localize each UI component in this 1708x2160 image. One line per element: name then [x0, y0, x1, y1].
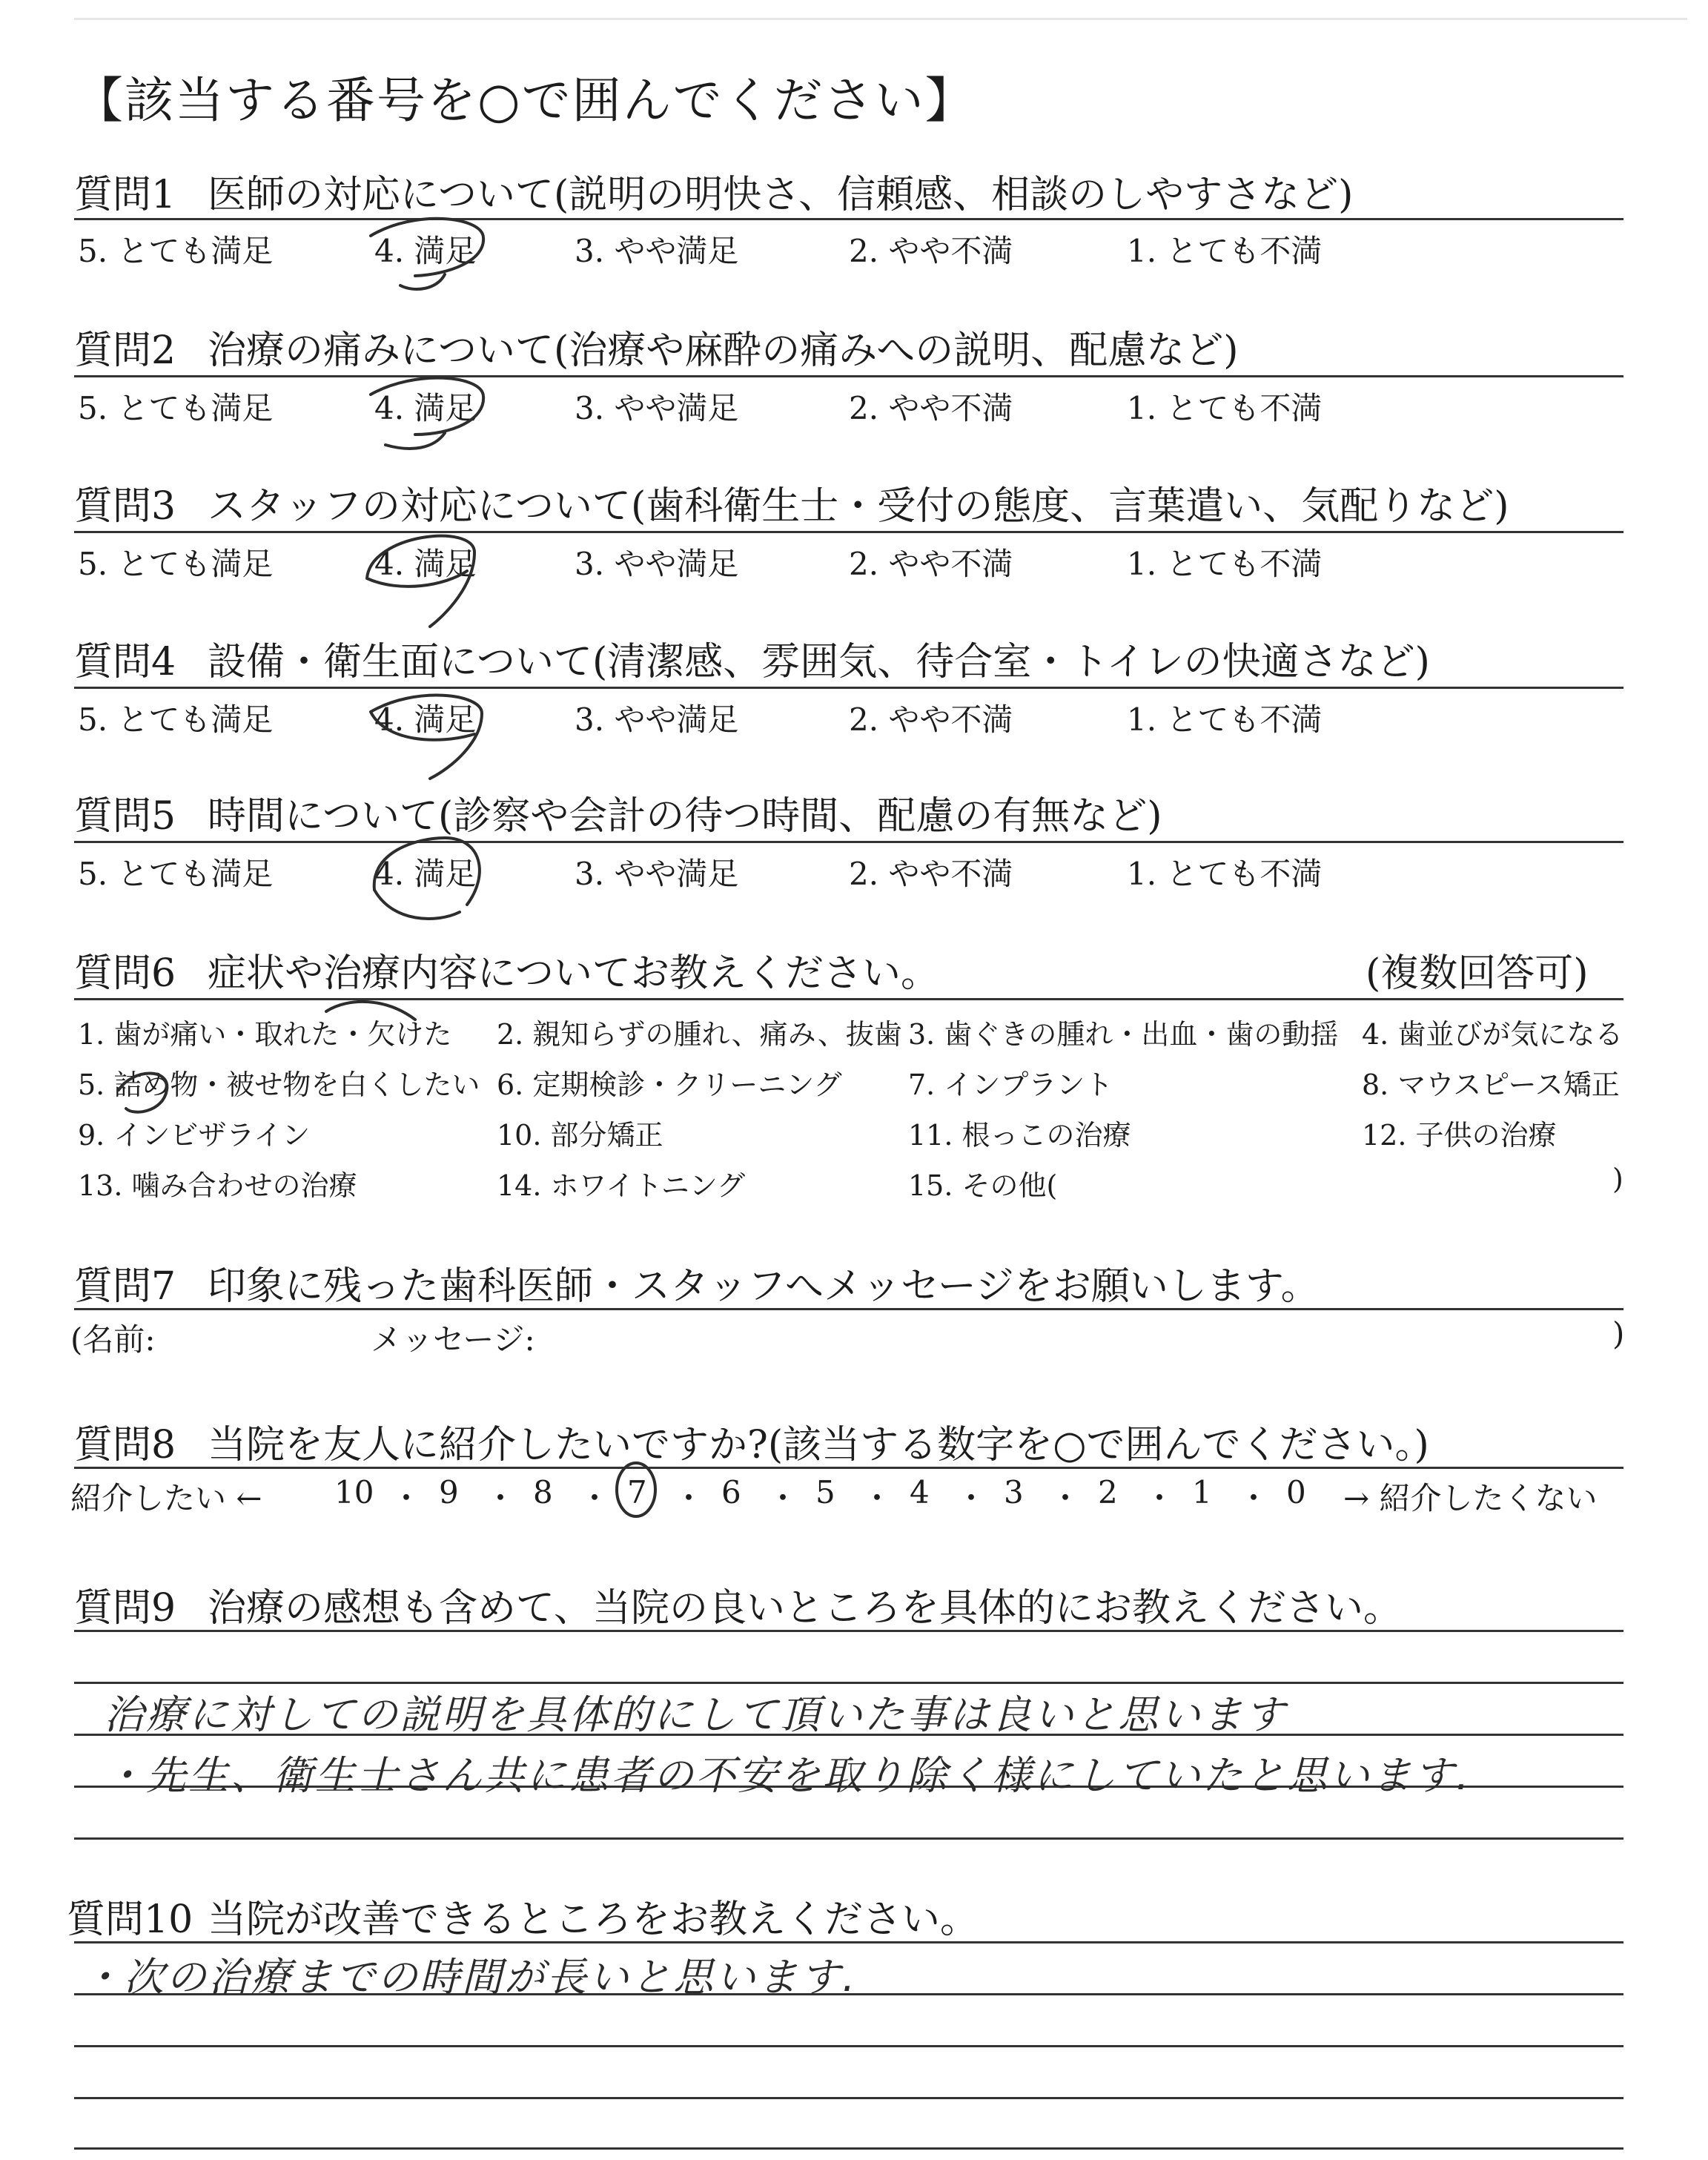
question-text: 症状や治療内容についてお教えください。 — [208, 951, 939, 996]
recommend-score-6[interactable]: 6 — [721, 1474, 741, 1510]
q3-option-1[interactable]: 1. とても不満 — [1127, 546, 1323, 582]
scale-separator-dot: ・ — [673, 1480, 705, 1516]
question-number: 質問10 — [67, 1898, 193, 1942]
multiple-answer-note: (複数回答可) — [1366, 951, 1589, 996]
q1-option-5[interactable]: 5. とても満足 — [78, 233, 274, 269]
q10-handwritten-answer-line-1: ・次の治療までの時間が長いと思います. — [82, 1954, 858, 2001]
answer-line — [74, 2097, 1623, 2099]
q9-handwritten-answer-line-2: ・先生、衛生士さん共に患者の不安を取り除く様にしていたと思います. — [104, 1752, 1472, 1799]
question-number: 質問1 — [74, 173, 176, 217]
q2-option-2[interactable]: 2. やや不満 — [849, 390, 1013, 426]
q5-option-4[interactable]: 4. 満足 — [374, 856, 477, 892]
question-rule — [74, 1467, 1623, 1469]
question-text: 時間について(診察や会計の待つ時間、配慮の有無など) — [208, 794, 1162, 839]
question-1 — [74, 163, 1353, 219]
question-rule — [74, 998, 1623, 1000]
scale-separator-dot: ・ — [1144, 1480, 1176, 1516]
answer-line — [74, 1630, 1623, 1632]
q6-option-2[interactable]: 2. 親知らずの腫れ、痛み、抜歯 — [497, 1018, 902, 1051]
question-8 — [74, 1413, 1429, 1469]
recommend-score-4[interactable]: 4 — [910, 1474, 930, 1510]
q6-option-7[interactable]: 7. インプラント — [908, 1069, 1113, 1101]
q1-option-1[interactable]: 1. とても不満 — [1127, 233, 1323, 269]
q6-option-4[interactable]: 4. 歯並びが気になる — [1362, 1018, 1623, 1051]
recommend-score-8[interactable]: 8 — [533, 1474, 553, 1510]
q4-option-3[interactable]: 3. やや満足 — [575, 701, 739, 738]
q2-option-1[interactable]: 1. とても不満 — [1127, 390, 1323, 426]
answer-line — [74, 2147, 1623, 2150]
question-rule — [74, 687, 1623, 689]
question-text: 当院が改善できるところをお教えください。 — [208, 1898, 979, 1942]
question-text: 印象に残った歯科医師・スタッフへメッセージをお願いします。 — [208, 1264, 1320, 1309]
question-number: 質問8 — [74, 1423, 176, 1467]
answer-line — [74, 1837, 1623, 1840]
question-7 — [74, 1255, 1320, 1310]
q4-option-2[interactable]: 2. やや不満 — [849, 701, 1013, 738]
answer-line — [74, 2045, 1623, 2047]
question-text: 治療の痛みについて(治療や麻酔の痛みへの説明、配慮など) — [208, 328, 1239, 373]
question-6 — [74, 942, 939, 997]
q4-option-4[interactable]: 4. 満足 — [374, 701, 477, 738]
top-edge — [74, 18, 1687, 20]
scale-separator-dot: ・ — [1050, 1480, 1082, 1516]
q4-option-5[interactable]: 5. とても満足 — [78, 701, 274, 738]
question-text: 医師の対応について(説明の明快さ、信頼感、相談のしやすさなど) — [208, 173, 1354, 217]
message-field-label: メッセージ: — [371, 1321, 535, 1358]
recommend-score-1[interactable]: 1 — [1192, 1474, 1212, 1510]
question-rule — [74, 218, 1623, 220]
scale-separator-dot: ・ — [956, 1480, 987, 1516]
recommend-score-9[interactable]: 9 — [439, 1474, 459, 1510]
question-3 — [74, 475, 1509, 530]
q6-option-1[interactable]: 1. 歯が痛い・取れた・欠けた — [78, 1018, 452, 1051]
question-2 — [74, 319, 1239, 374]
question-number: 質問4 — [74, 640, 176, 684]
scale-separator-dot: ・ — [579, 1480, 611, 1516]
question-10 — [67, 1888, 979, 1943]
q3-option-2[interactable]: 2. やや不満 — [849, 546, 1013, 582]
question-rule — [74, 1308, 1623, 1310]
q2-option-4[interactable]: 4. 満足 — [374, 390, 477, 426]
question-text: スタッフの対応について(歯科衛生士・受付の態度、言葉遣い、気配りなど) — [208, 484, 1509, 529]
question-number: 質問7 — [74, 1264, 176, 1309]
q6-option-13[interactable]: 13. 噛み合わせの治療 — [78, 1169, 357, 1202]
q6-option-5[interactable]: 5. 詰め物・被せ物を白くしたい — [78, 1069, 480, 1101]
name-field-label: (名前: — [70, 1321, 156, 1358]
question-number: 質問5 — [74, 794, 176, 839]
question-number: 質問3 — [74, 484, 176, 529]
q6-option-12[interactable]: 12. 子供の治療 — [1362, 1119, 1557, 1152]
page-title: 【該当する番号を○で囲んでください】 — [74, 72, 976, 129]
recommend-score-7[interactable]: 7 — [627, 1474, 647, 1510]
scale-separator-dot: ・ — [1238, 1480, 1270, 1516]
question-5 — [74, 785, 1162, 840]
q4-option-1[interactable]: 1. とても不満 — [1127, 701, 1323, 738]
scale-separator-dot: ・ — [485, 1480, 517, 1516]
q6-option-9[interactable]: 9. インビザライン — [78, 1119, 311, 1152]
q6-option-15[interactable]: 15. その他( — [908, 1169, 1058, 1202]
scale-separator-dot: ・ — [391, 1480, 423, 1516]
message-close: ) — [1612, 1315, 1625, 1352]
q1-option-4[interactable]: 4. 満足 — [374, 233, 477, 269]
q5-option-2[interactable]: 2. やや不満 — [849, 856, 1013, 892]
q3-option-3[interactable]: 3. やや満足 — [575, 546, 739, 582]
q2-option-5[interactable]: 5. とても満足 — [78, 390, 274, 426]
question-4 — [74, 630, 1430, 686]
recommend-score-2[interactable]: 2 — [1098, 1474, 1118, 1510]
question-text: 当院を友人に紹介したいですか?(該当する数字を○で囲んでください。) — [208, 1423, 1429, 1467]
question-number: 質問6 — [74, 951, 176, 996]
recommend-score-10[interactable]: 10 — [334, 1474, 374, 1510]
q2-option-3[interactable]: 3. やや満足 — [575, 390, 739, 426]
recommend-left-label: 紹介したい ← — [70, 1480, 262, 1516]
recommend-right-label: → 紹介したくない — [1343, 1480, 1598, 1516]
question-9 — [74, 1576, 1402, 1632]
question-text: 設備・衛生面について(清潔感、雰囲気、待合室・トイレの快適さなど) — [208, 640, 1430, 684]
question-rule — [74, 531, 1623, 533]
q6-option-8[interactable]: 8. マウスピース矯正 — [1362, 1069, 1620, 1101]
q6-option-14[interactable]: 14. ホワイトニング — [497, 1169, 746, 1202]
recommend-score-5[interactable]: 5 — [815, 1474, 835, 1510]
question-number: 質問2 — [74, 328, 176, 373]
q6-option-11[interactable]: 11. 根っこの治療 — [908, 1119, 1131, 1152]
q5-option-1[interactable]: 1. とても不満 — [1127, 856, 1323, 892]
q3-option-4[interactable]: 4. 満足 — [374, 546, 477, 582]
question-rule — [74, 375, 1623, 377]
recommend-score-0[interactable]: 0 — [1286, 1474, 1306, 1510]
scale-separator-dot: ・ — [861, 1480, 893, 1516]
question-rule — [74, 841, 1623, 843]
q6-option-3[interactable]: 3. 歯ぐきの腫れ・出血・歯の動揺 — [908, 1018, 1339, 1051]
q1-option-3[interactable]: 3. やや満足 — [575, 233, 739, 269]
question-text: 治療の感想も含めて、当院の良いところを具体的にお教えください。 — [208, 1586, 1402, 1631]
q6-option-10[interactable]: 10. 部分矯正 — [497, 1119, 663, 1152]
question-number: 質問9 — [74, 1586, 176, 1631]
q6-other-close: ) — [1612, 1163, 1623, 1195]
q6-option-6[interactable]: 6. 定期検診・クリーニング — [497, 1069, 842, 1101]
q1-option-2[interactable]: 2. やや不満 — [849, 233, 1013, 269]
q5-option-5[interactable]: 5. とても満足 — [78, 856, 274, 892]
scale-separator-dot: ・ — [767, 1480, 799, 1516]
q5-option-3[interactable]: 3. やや満足 — [575, 856, 739, 892]
q9-handwritten-answer-line-1: 治療に対しての説明を具体的にして頂いた事は良いと思います — [104, 1691, 1287, 1738]
recommend-score-3[interactable]: 3 — [1004, 1474, 1024, 1510]
answer-line — [74, 1941, 1623, 1943]
q3-option-5[interactable]: 5. とても満足 — [78, 546, 274, 582]
